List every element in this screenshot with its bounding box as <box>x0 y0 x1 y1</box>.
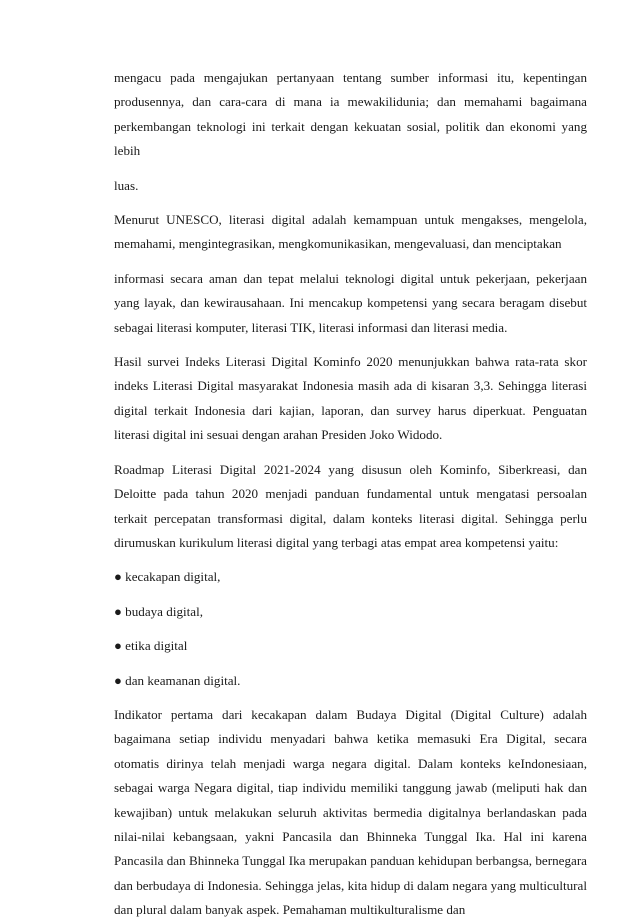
paragraph-roadmap: Roadmap Literasi Digital 2021-2024 yang disusun oleh Kominfo, Siberkreasi, dan Deloitte pada tahun 2020 menjadi panduan fundamental untuk mengatasi persoalan terkait percepatan transformasi digital, dalam konteks literasi digital. Sehingga perlu dirumuskan kurikulum literasi digital yang terbagi atas empat area kompetensi yaitu: <box>114 461 587 550</box>
paragraph-continuation: luas. <box>114 177 139 193</box>
paragraph-unesco-continuation: informasi secara aman dan tepat melalui teknologi digital untuk pekerjaan, pekerjaan yang layak, dan kewirausahaan. Ini mencakup kompetensi yang secara beragam disebut sebagai literasi komputer, literasi TIK, literasi informasi dan literasi media. <box>114 270 587 335</box>
paragraph-media-literacy-definition: mengacu pada mengajukan pertanyaan tentang sumber informasi itu, kepentingan produsennya, dan cara-cara di mana ia mewakilidunia; dan memahami bagaimana perkembangan teknologi ini terkait dengan kekuatan sosial, politik dan ekonomi yang lebih <box>114 70 587 159</box>
paragraph-unesco-definition: Menurut UNESCO, literasi digital adalah kemampuan untuk mengakses, mengelola, memahami, mengintegrasikan, mengkomunikasikan, mengevaluasi, dan menciptakan <box>114 212 587 252</box>
list-item-digital-ethics: ● etika digital <box>114 638 188 654</box>
list-item-digital-safety: ● dan keamanan digital. <box>114 672 241 688</box>
list-item-digital-culture: ● budaya digital, <box>114 603 203 619</box>
list-item-digital-skills: ● kecakapan digital, <box>114 569 221 585</box>
paragraph-kominfo-survey: Hasil survei Indeks Literasi Digital Kominfo 2020 menunjukkan bahwa rata-rata skor indeks Literasi Digital masyarakat Indonesia masih ada di kisaran 3,3. Sehingga literasi digital terkait Indonesia dari kajian, laporan, dan survey harus diperkuat. Penguatan literasi digital ini sesuai dengan arahan Presiden Joko Widodo. <box>114 354 587 443</box>
paragraph-digital-culture-indicator: Indikator pertama dari kecakapan dalam Budaya Digital (Digital Culture) adalah bagaimana setiap individu menyadari bahwa ketika memasuki Era Digital, secara otomatis dirinya telah menjadi warga negara digital. Dalam konteks keIndonesiaan, sebagai warga Negara digital, tiap individu memiliki tanggung jawab (meliputi hak dan kewajiban) untuk melakukan seluruh aktivitas bermedia digitalnya berlandaskan pada nilai-nilai kebangsaan, yakni Pancasila dan Bhinneka Tunggal Ika. Hal ini karena Pancasila dan Bhinneka Tunggal Ika merupakan panduan kehidupan berbangsa, bernegara dan berbudaya di Indonesia. Sehingga jelas, kita hidup di dalam negara yang multicultural dan plural dalam banyak aspek. Pemahaman multikulturalisme dan <box>114 706 587 918</box>
